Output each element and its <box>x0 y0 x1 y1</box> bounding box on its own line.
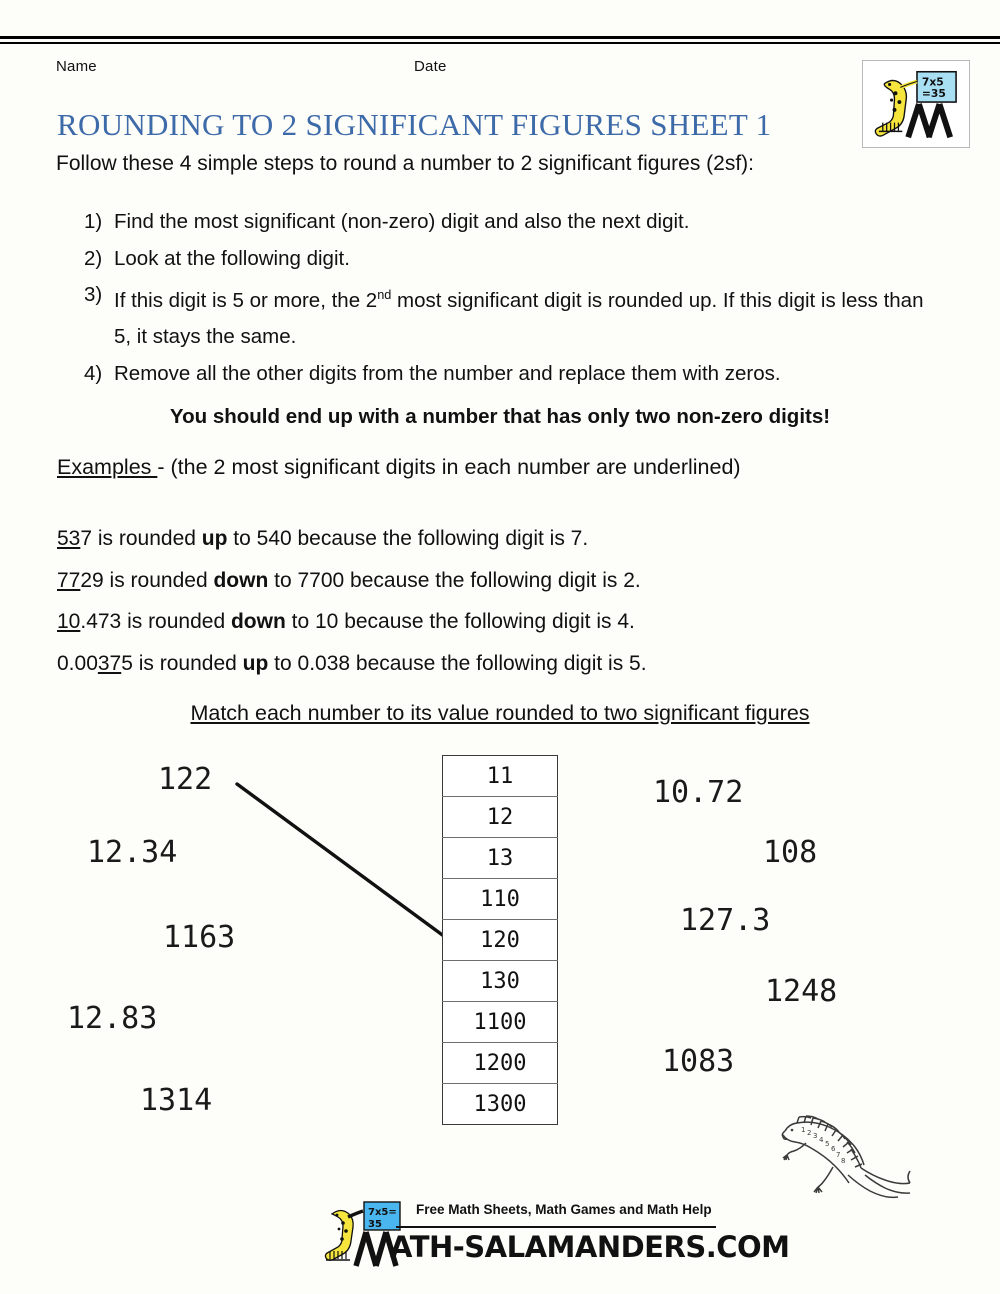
footer-board-line2: 35 <box>368 1219 382 1230</box>
example-line: 537 is rounded up to 540 because the following digit is 7. <box>57 527 589 550</box>
answer-value: 12 <box>443 797 558 838</box>
answer-value: 1300 <box>473 1091 527 1117</box>
right-number[interactable]: 108 <box>763 835 818 870</box>
significant-digits: 37 <box>97 651 122 675</box>
answer-row[interactable] <box>443 1002 558 1043</box>
significant-digits: 53 <box>57 527 81 550</box>
direction-word: down <box>213 568 269 592</box>
left-number[interactable]: 1163 <box>163 920 236 955</box>
salamander-outline-icon <box>775 1105 925 1200</box>
answer-value: 11 <box>443 756 558 797</box>
answer-row[interactable] <box>443 879 558 920</box>
step-text: If this digit is 5 or more, the 2nd most significant digit is rounded up. If this digit is less than 5, it stays the same. <box>114 287 924 349</box>
svg-text:8: 8 <box>841 1157 846 1165</box>
name-label: Name <box>56 58 97 75</box>
step-item <box>84 241 924 278</box>
svg-text:7x5: 7x5 <box>921 75 944 89</box>
answer-value: 1200 <box>443 1043 558 1084</box>
right-number[interactable]: 10.72 <box>653 775 744 810</box>
answer-value: 110 <box>443 879 558 920</box>
answer-row[interactable] <box>443 838 558 879</box>
step-item <box>84 204 924 241</box>
examples-subtext: - (the 2 most significant digits in each number are underlined) <box>157 455 741 479</box>
answer-row[interactable] <box>443 1084 558 1125</box>
left-number[interactable]: 122 <box>158 762 213 797</box>
page-title: ROUNDING TO 2 SIGNIFICANT FIGURES SHEET 1 <box>57 107 772 142</box>
step-text: Find the most significant (non-zero) digit and also the next digit. <box>114 210 690 233</box>
direction-word: down <box>230 610 286 633</box>
ordinal-suffix: nd <box>377 287 392 302</box>
name-date-row <box>56 58 447 75</box>
examples-list <box>57 518 647 684</box>
salamander-chalkboard-icon <box>863 61 969 147</box>
math-salamanders-logo <box>862 60 970 148</box>
step-item <box>84 277 924 356</box>
answer-value: 120 <box>443 920 558 961</box>
svg-text:5: 5 <box>825 1140 830 1148</box>
examples-label: Examples <box>57 455 158 479</box>
example-line: 10.473 is rounded down to 10 because the following digit is 4. <box>57 610 635 633</box>
answer-row[interactable] <box>443 756 558 797</box>
site-footer <box>318 1196 790 1272</box>
date-label: Date <box>414 58 447 75</box>
footer-divider <box>396 1226 716 1228</box>
answer-row[interactable] <box>443 961 558 1002</box>
answer-options-table <box>442 755 558 1125</box>
answer-value: 1100 <box>443 1002 558 1043</box>
answer-row[interactable] <box>443 1043 558 1084</box>
step-number: 2) <box>84 246 103 270</box>
left-number[interactable]: 12.83 <box>67 1001 158 1036</box>
top-rule-lower <box>0 42 1000 44</box>
answer-value: 13 <box>443 838 558 879</box>
right-number[interactable]: 1248 <box>765 974 838 1009</box>
exercise-heading: Match each number to its value rounded to two significant figures <box>190 701 810 725</box>
svg-text:3: 3 <box>813 1132 818 1140</box>
step-text: Look at the following digit. <box>114 246 350 270</box>
examples-heading <box>57 455 741 480</box>
direction-word: up <box>201 527 228 550</box>
footer-url[interactable]: ATH-SALAMANDERS.COM <box>390 1230 790 1264</box>
svg-text:2: 2 <box>807 1129 812 1137</box>
step-number: 4) <box>84 361 103 385</box>
significant-digits: 10 <box>57 610 81 633</box>
direction-word: up <box>242 651 269 675</box>
svg-text:=35: =35 <box>921 87 946 101</box>
example-line: 0.00375 is rounded up to 0.038 because the following digit is 5. <box>57 651 647 675</box>
footer-tagline: Free Math Sheets, Math Games and Math Help <box>416 1202 712 1217</box>
answer-row[interactable] <box>443 797 558 838</box>
footer-board-line1: 7x5= <box>368 1207 397 1218</box>
significant-digits: 77 <box>57 568 81 592</box>
svg-text:4: 4 <box>819 1136 824 1144</box>
right-number[interactable]: 1083 <box>662 1044 735 1079</box>
leading-zeros: 0.00 <box>57 651 98 675</box>
left-number[interactable]: 12.34 <box>87 835 178 870</box>
steps-list <box>84 204 924 392</box>
step-text: Remove all the other digits from the number and replace them with zeros. <box>114 361 781 385</box>
svg-text:7: 7 <box>836 1151 841 1159</box>
example-line: 7729 is rounded down to 7700 because the following digit is 2. <box>57 568 641 592</box>
right-number[interactable]: 127.3 <box>680 903 771 938</box>
step-item <box>84 356 924 393</box>
step-number: 3) <box>84 283 103 306</box>
intro-text: Follow these 4 simple steps to round a number to 2 significant figures (2sf): <box>56 152 755 175</box>
left-number[interactable]: 1314 <box>140 1083 213 1118</box>
salamander-drawing <box>775 1105 925 1200</box>
rule-note: You should end up with a number that has only two non-zero digits! <box>169 405 831 428</box>
svg-text:1: 1 <box>801 1126 806 1134</box>
step-number: 1) <box>84 210 103 233</box>
svg-text:6: 6 <box>831 1145 836 1153</box>
answer-row[interactable] <box>443 920 558 961</box>
answer-value: 130 <box>443 961 558 1002</box>
top-rule-upper <box>0 36 1000 39</box>
